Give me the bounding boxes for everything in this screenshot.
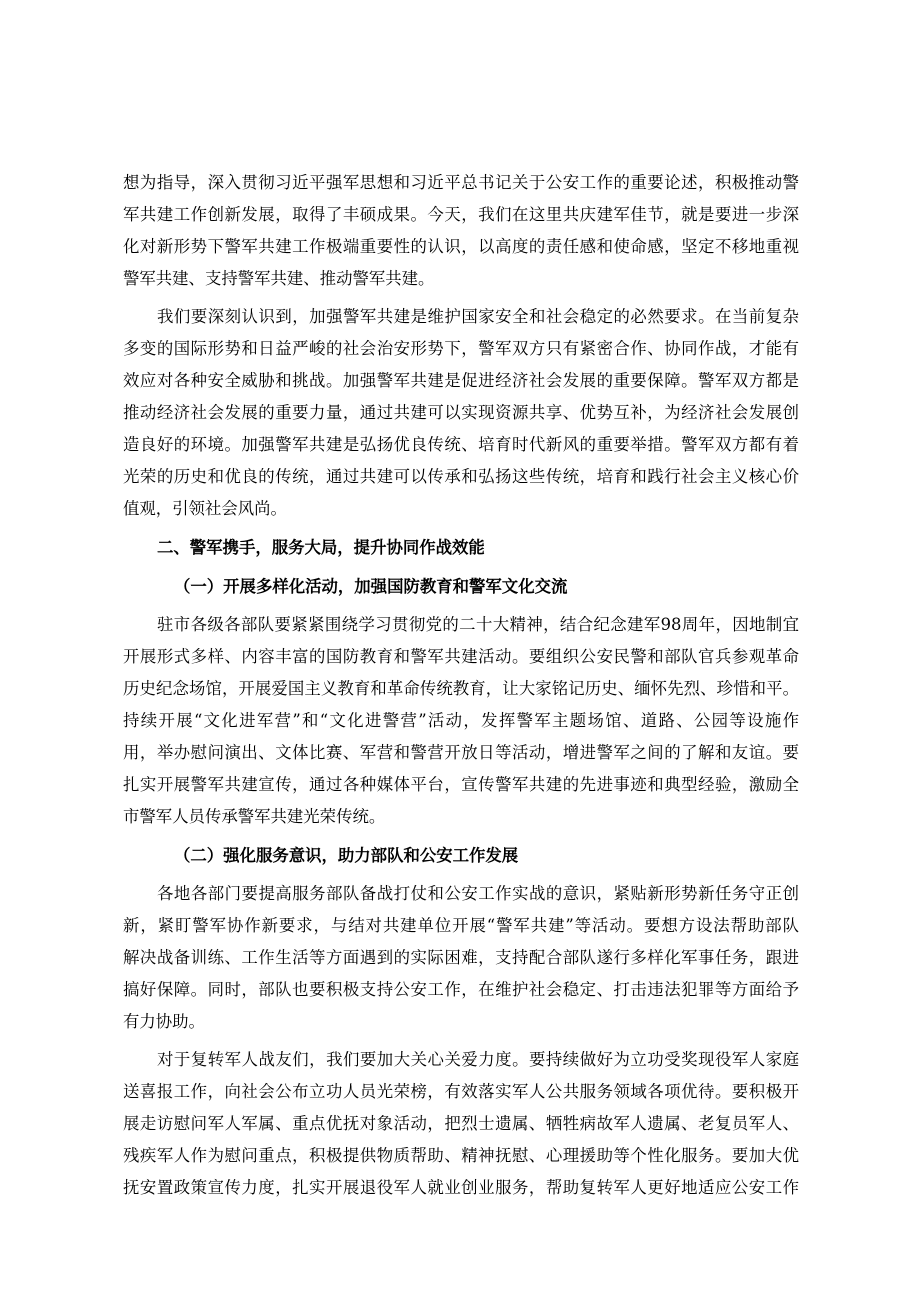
paragraph-3-line-7: 市警军人员传承警军共建光荣传统。 xyxy=(123,807,386,826)
paragraph-5-line-4: 残疾军人作为慰问重点，积极提供物质帮助、精神抚慰、心理援助等个性化服务。要加大优 xyxy=(123,1146,799,1165)
paragraph-2-line-5: 造良好的环境。加强警军共建是弘扬优良传统、培育时代新风的重要举措。警军双方都有着 xyxy=(123,435,799,454)
subsection-heading-2: （二）强化服务意识，助力部队和公安工作发展 xyxy=(174,846,519,865)
paragraph-2-line-6: 光荣的历史和优良的传统，通过共建可以传承和弘扬这些传统，培育和践行社会主义核心价 xyxy=(123,467,799,486)
paragraph-3-line-6: 扎实开展警军共建宣传，通过各种媒体平台，宣传警军共建的先进事迹和典型经验，激励全 xyxy=(123,775,799,794)
paragraph-4-line-1: 各地各部门要提高服务部队备战打仗和公安工作实战的意识，紧贴新形势新任务守正创 xyxy=(157,884,799,903)
paragraph-3-line-3: 历史纪念场馆，开展爱国主义教育和革命传统教育，让大家铭记历史、缅怀先烈、珍惜和平。 xyxy=(123,679,799,698)
paragraph-5-line-2: 送喜报工作，向社会公布立功人员光荣榜，有效落实军人公共服务领域各项优待。要积极开 xyxy=(123,1082,799,1101)
paragraph-1-line-1: 想为指导，深入贯彻习近平强军思想和习近平总书记关于公安工作的重要论述，积极推动警 xyxy=(123,173,799,192)
paragraph-4-line-5: 有力协助。 xyxy=(123,1012,205,1031)
paragraph-3-line-2: 开展形式多样、内容丰富的国防教育和警军共建活动。要组织公安民警和部队官兵参观革命 xyxy=(123,647,799,666)
paragraph-2-line-7: 值观，引领社会风尚。 xyxy=(123,499,287,518)
section-heading: 二、警军携手，服务大局，提升协同作战效能 xyxy=(157,538,485,557)
paragraph-1-line-2: 军共建工作创新发展，取得了丰硕成果。今天，我们在这里共庆建军佳节，就是要进一步深 xyxy=(123,205,799,224)
paragraph-2-line-4: 推动经济社会发展的重要力量，通过共建可以实现资源共享、优势互补，为经济社会发展创 xyxy=(123,403,799,422)
paragraph-3-line-4: 持续开展“文化进军营”和“文化进警营”活动，发挥警军主题场馆、道路、公园等设施作 xyxy=(123,711,799,730)
paragraph-5-line-5: 抚安置政策宣传力度，扎实开展退役军人就业创业服务，帮助复转军人更好地适应公安工作 xyxy=(123,1178,799,1197)
subsection-heading-1: （一）开展多样化活动，加强国防教育和警军文化交流 xyxy=(174,577,568,596)
paragraph-2-line-3: 效应对各种安全威胁和挑战。加强警军共建是促进经济社会发展的重要保障。警军双方都是 xyxy=(123,371,799,390)
paragraph-2-line-1: 我们要深刻认识到，加强警军共建是维护国家安全和社会稳定的必然要求。在当前复杂 xyxy=(157,307,799,326)
paragraph-5-line-3: 展走访慰问军人军属、重点优抚对象活动，把烈士遗属、牺牲病故军人遗属、老复员军人、 xyxy=(123,1114,799,1133)
paragraph-3-line-1: 驻市各级各部队要紧紧围绕学习贯彻党的二十大精神，结合纪念建军98周年，因地制宜 xyxy=(157,615,799,634)
paragraph-2-line-2: 多变的国际形势和日益严峻的社会治安形势下，警军双方只有紧密合作、协同作战，才能有 xyxy=(123,339,799,358)
paragraph-1-line-4: 警军共建、支持警军共建、推动警军共建。 xyxy=(123,269,435,288)
paragraph-3-line-5: 用，举办慰问演出、文体比赛、军营和警营开放日等活动，增进警军之间的了解和友谊。要 xyxy=(123,743,799,762)
paragraph-4-line-2: 新，紧盯警军协作新要求，与结对共建单位开展“警军共建”等活动。要想方设法帮助部队 xyxy=(123,916,799,935)
paragraph-4-line-3: 解决战备训练、工作生活等方面遇到的实际困难，支持配合部队遂行多样化军事任务，跟进 xyxy=(123,948,799,967)
paragraph-5-line-1: 对于复转军人战友们，我们要加大关心关爱力度。要持续做好为立功受奖现役军人家庭 xyxy=(157,1050,799,1069)
paragraph-4-line-4: 搞好保障。同时，部队也要积极支持公安工作，在维护社会稳定、打击违法犯罪等方面给予 xyxy=(123,980,799,999)
paragraph-1-line-3: 化对新形势下警军共建工作极端重要性的认识，以高度的责任感和使命感，坚定不移地重视 xyxy=(123,237,799,256)
